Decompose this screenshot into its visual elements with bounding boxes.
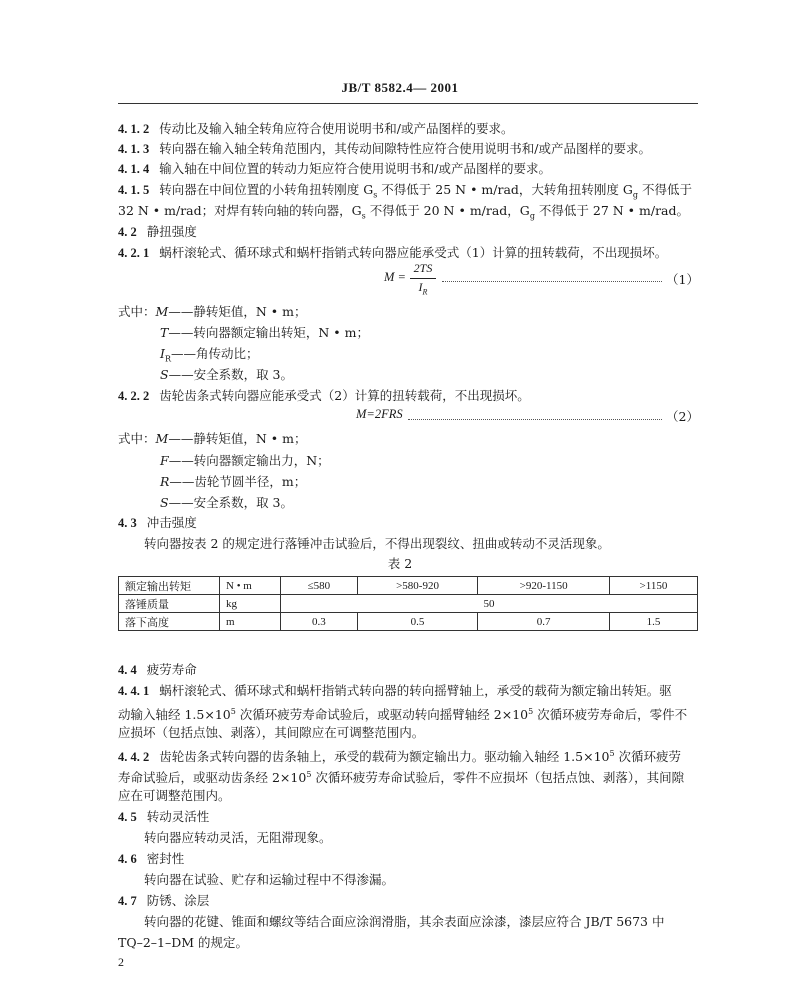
- clause-text: 不得低于 27 N • m/rad。: [534, 203, 690, 218]
- clause-4-4-1-line3: 应损坏（包括点蚀、剥落），其间隙应在可调整范围内。: [118, 725, 425, 740]
- formula-2: M=2FRS: [356, 407, 403, 421]
- subscript: R: [164, 354, 171, 364]
- table-row: [119, 595, 698, 613]
- clause-text: 齿轮齿条式转向器的齿条轴上，承受的载荷为额定输出力。驱动输入轴经 1.5×10: [159, 749, 610, 765]
- clause-number: 4. 1. 5: [118, 183, 150, 197]
- subscript: g: [632, 190, 638, 200]
- clause-number: 4. 4. 1: [118, 684, 150, 698]
- clause-number: 4. 2. 1: [118, 246, 150, 260]
- table-cell: kg: [220, 595, 281, 613]
- section-title: 静扭强度: [146, 224, 197, 239]
- subscript: s: [373, 190, 378, 200]
- superscript: 5: [230, 707, 236, 716]
- section-title: 转动灵活性: [146, 809, 210, 824]
- clause-number: 4. 1. 2: [118, 122, 150, 136]
- section-number: 4. 5: [118, 810, 137, 824]
- section-title: 冲击强度: [146, 515, 197, 530]
- section-number: 4. 6: [118, 852, 137, 866]
- clause-4-4-1-line2: [118, 703, 687, 724]
- equation-number-2: （2）: [666, 409, 699, 424]
- section-4-7: [118, 892, 209, 910]
- section-4-2: [118, 223, 197, 241]
- table-2: [118, 576, 698, 631]
- where-list-1-item: [118, 303, 306, 321]
- clause-text: 转向器在中间位置的小转角扭转刚度 G: [159, 182, 374, 197]
- clause-4-7-body-line1: 转向器的花键、锥面和螺纹等结合面应涂润滑脂，其余表面应涂漆，漆层应符合 JB/T 5673 中: [144, 914, 665, 929]
- table-cell: ≤580: [281, 577, 358, 595]
- table-cell: >920-1150: [478, 577, 610, 595]
- table-caption: 表 2: [387, 556, 413, 571]
- symbol-desc: ——角传动比；: [170, 346, 259, 361]
- table-cell: N • m: [220, 577, 281, 595]
- section-title: 密封性: [146, 851, 185, 866]
- clause-4-4-2-line2: [118, 766, 684, 787]
- symbol: R: [160, 474, 170, 489]
- section-number: 4. 3: [118, 516, 137, 530]
- clause-number: 4. 2. 2: [118, 389, 150, 403]
- clause-text: 输入轴在中间位置的转动力矩应符合使用说明书和/或产品图样的要求。: [159, 161, 551, 176]
- clause-4-7-body-line2: TQ–2–1–DM 的规定。: [118, 935, 249, 950]
- where-intro: 式中：: [118, 431, 156, 446]
- section-number: 4. 4: [118, 663, 137, 677]
- clause-text: 不得低于 20 N • m/rad，G: [365, 203, 530, 218]
- table-cell: >1150: [609, 577, 697, 595]
- page-header: JB/T 8582.4— 2001: [341, 80, 459, 95]
- where-list-1-item: [160, 366, 293, 384]
- clause-text: 齿轮齿条式转向器应能承受式（2）计算的扭转载荷，不出现损坏。: [159, 388, 530, 403]
- clause-text: 转向器在输入轴全转角范围内，其传动间隙特性应符合使用说明书和/或产品图样的要求。: [159, 141, 651, 156]
- clause-4-1-3: [118, 140, 651, 158]
- symbol-desc: ——转向器额定输出力，N；: [168, 453, 330, 468]
- section-number: 4. 7: [118, 894, 137, 908]
- table-cell: 50: [281, 595, 698, 613]
- symbol-desc: ——安全系数，取 3。: [168, 495, 294, 510]
- superscript: 5: [528, 707, 534, 716]
- table-cell: 0.5: [357, 613, 478, 631]
- clause-text: 次循环疲劳: [614, 749, 682, 765]
- clause-4-4-2-line1: [118, 745, 681, 766]
- formula-1-lhs: M =: [384, 270, 406, 284]
- where-intro: 式中：: [118, 304, 156, 319]
- fraction-bar: [410, 278, 436, 279]
- section-number: 4. 2: [118, 225, 137, 239]
- clause-text: 蜗杆滚轮式、循环球式和蜗杆指销式转向器的转向摇臂轴上，承受的载荷为额定输出转矩。驱: [159, 683, 672, 698]
- table-cell: 落锤质量: [119, 595, 220, 613]
- where-list-2-item: [160, 494, 293, 512]
- subscript: g: [529, 211, 535, 221]
- section-4-3: [118, 514, 197, 532]
- table-cell: >580-920: [357, 577, 478, 595]
- leader-dots: [442, 280, 662, 282]
- table-cell: 0.7: [478, 613, 610, 631]
- where-list-1-item: [160, 324, 369, 342]
- formula-1-numerator: 2TS: [413, 261, 433, 275]
- subscript: s: [361, 211, 366, 221]
- where-list-2-item: [160, 473, 306, 491]
- table-cell: 0.3: [281, 613, 358, 631]
- leader-dots: [408, 418, 662, 420]
- clause-4-5-body: 转向器应转动灵活，无阻滞现象。: [144, 830, 332, 845]
- clause-4-3-body: 转向器按表 2 的规定进行落锤冲击试验后，不得出现裂纹、扭曲或转动不灵活现象。: [144, 536, 610, 551]
- clause-4-6-body: 转向器在试验、贮存和运输过程中不得渗漏。: [144, 872, 395, 887]
- table-cell: m: [220, 613, 281, 631]
- where-list-1-item: [160, 345, 259, 369]
- symbol-desc: ——静转矩值，N • m；: [168, 304, 307, 319]
- clause-4-4-1-line1: [118, 682, 672, 700]
- clause-text: 不得低于: [638, 182, 692, 197]
- clause-text: 蜗杆滚轮式、循环球式和蜗杆指销式转向器应能承受式（1）计算的扭转载荷，不出现损坏。: [159, 245, 668, 260]
- symbol: M: [155, 431, 169, 446]
- symbol: F: [160, 453, 169, 468]
- clause-4-1-2: [118, 120, 513, 138]
- clause-text: 次循环疲劳寿命试验后，或驱动转向摇臂轴经 2×10: [235, 707, 529, 723]
- section-4-6: [118, 850, 184, 868]
- clause-text: 不得低于 25 N • m/rad，大转角扭转刚度 G: [377, 182, 633, 197]
- clause-4-1-4: [118, 160, 551, 178]
- section-title: 疲劳寿命: [146, 662, 197, 677]
- where-list-2-item: [118, 430, 306, 448]
- symbol: T: [160, 325, 169, 340]
- symbol-desc: ——静转矩值，N • m；: [168, 431, 307, 446]
- clause-4-1-5-line1: [118, 181, 692, 205]
- equation-number-1: （1）: [666, 272, 699, 287]
- formula-1-denominator: $I_R$: [418, 280, 428, 297]
- symbol-desc: ——齿轮节圆半径，m；: [169, 474, 307, 489]
- clause-4-2-2: [118, 387, 530, 405]
- clause-number: 4. 1. 3: [118, 142, 150, 156]
- symbol: I: [160, 346, 165, 361]
- table-row: [119, 577, 698, 595]
- table-row: [119, 613, 698, 631]
- clause-4-4-2-line3: 应在可调整范围内。: [118, 788, 231, 803]
- superscript: 5: [609, 749, 615, 758]
- section-4-5: [118, 808, 209, 826]
- clause-number: 4. 1. 4: [118, 162, 150, 176]
- clause-number: 4. 4. 2: [118, 750, 150, 765]
- clause-text: 次循环疲劳寿命试验后，零件不应损坏（包括点蚀、剥落），其间隙: [311, 770, 685, 786]
- where-list-2-item: [160, 452, 330, 470]
- symbol: S: [160, 495, 169, 510]
- clause-text: 次循环疲劳寿命后，零件不: [533, 707, 688, 723]
- symbol: M: [155, 304, 169, 319]
- page-number: 2: [118, 955, 124, 969]
- symbol-desc: ——安全系数，取 3。: [168, 367, 294, 382]
- symbol: S: [160, 367, 169, 382]
- table-cell: 1.5: [609, 613, 697, 631]
- table-cell: 额定输出转矩: [119, 577, 220, 595]
- table-cell: 落下高度: [119, 613, 220, 631]
- clause-text: 传动比及输入轴全转角应符合使用说明书和/或产品图样的要求。: [159, 121, 514, 136]
- header-rule: [118, 103, 698, 104]
- clause-text: 寿命试验后，或驱动齿条经 2×10: [118, 770, 307, 786]
- clause-text: 动输入轴经 1.5×10: [118, 707, 231, 723]
- clause-4-1-5-line2: [118, 202, 689, 226]
- clause-4-2-1: [118, 244, 667, 262]
- superscript: 5: [306, 770, 312, 779]
- section-4-4: [118, 661, 197, 679]
- clause-text: 32 N • m/rad；对焊有转向轴的转向器，G: [118, 203, 362, 218]
- symbol-desc: ——转向器额定输出转矩，N • m；: [168, 325, 369, 340]
- section-title: 防锈、涂层: [146, 893, 210, 908]
